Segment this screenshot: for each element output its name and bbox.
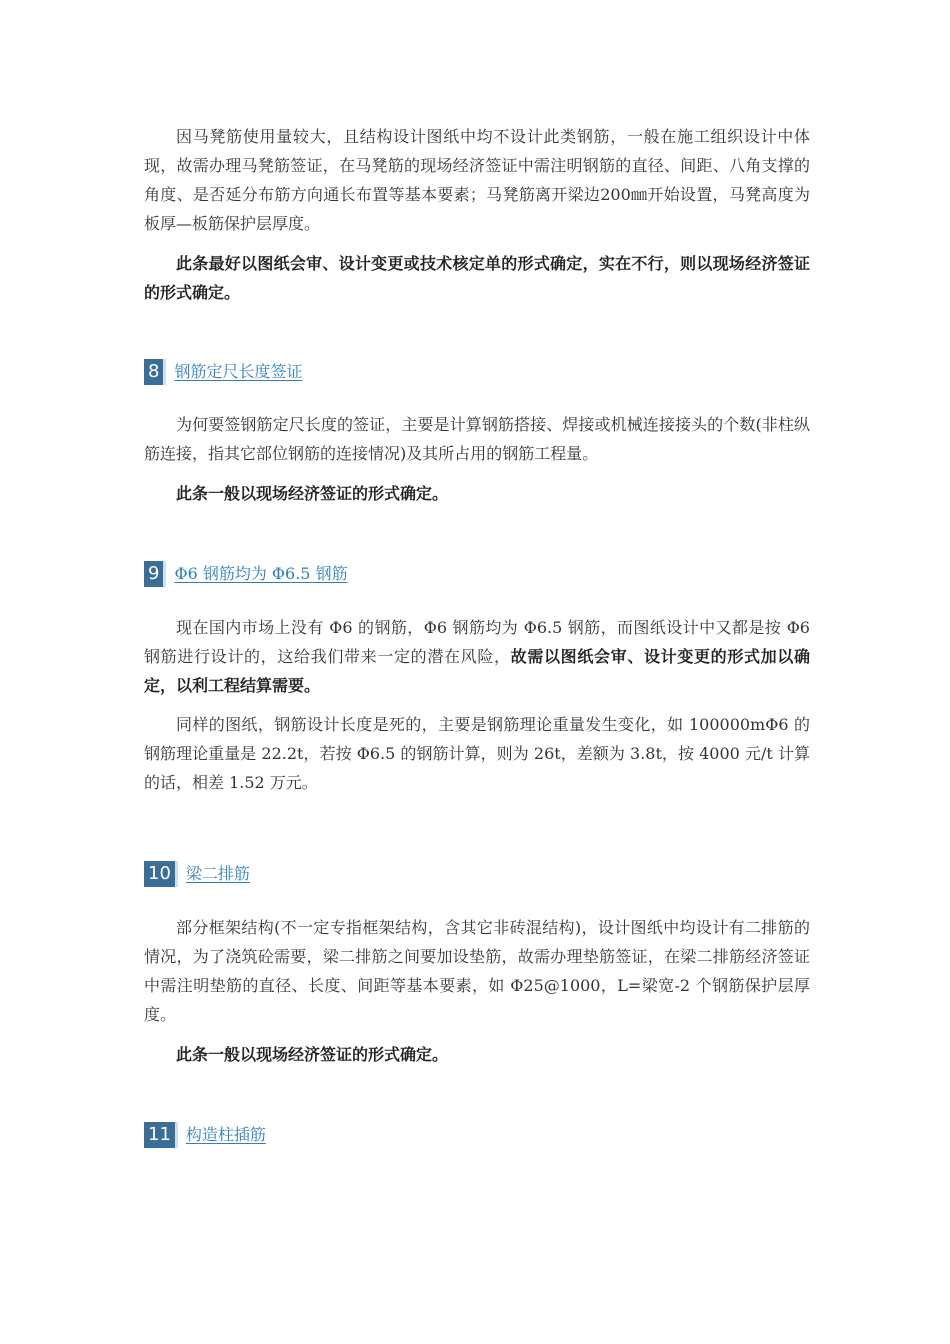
section7-paragraph: 因马凳筋使用量较大，且结构设计图纸中均不设计此类钢筋，一般在施工组织设计中体现，故需办理马凳筋签证，在马凳筋的现场经济签证中需注明钢筋的直径、间距、八角支撑的角度、是否延分布筋方向通长布置等基本要素；马凳筋离开梁边200㎜开始设置，马凳高度为板厚—板筋保护层厚度。 xyxy=(144,127,810,233)
section9-paragraph xyxy=(144,613,810,700)
section-number-badge: 9 xyxy=(144,561,166,587)
section10-title-link[interactable]: 梁二排筋 xyxy=(185,864,250,883)
section10-paragraph: 部分框架结构(不一定专指框架结构，含其它非砖混结构)，设计图纸中均设计有二排筋的情况，为了浇筑砼需要，梁二排筋之间要加设垫筋，故需办理垫筋签证，在梁二排筋经济签证中需注明垫筋的直径、长度、间距等基本要素，如 Φ25@1000，L=梁宽-2 个钢筋保护层厚度。 xyxy=(144,918,810,1024)
section8-paragraph: 为何要签钢筋定尺长度的签证，主要是计算钢筋搭接、焊接或机械连接接头的个数(非柱纵筋连接，指其它部位钢筋的连接情况)及其所占用的钢筋工程量。 xyxy=(144,415,810,463)
section9-paragraph-text: 现在国内市场上没有 Φ6 的钢筋，Φ6 钢筋均为 Φ6.5 钢筋，而图纸设计中又都是按 Φ6 钢筋进行设计的，这给我们带来一定的潜在风险， xyxy=(144,618,810,666)
section-number-badge: 11 xyxy=(144,1122,178,1148)
section8-title-link[interactable]: 钢筋定尺长度签证 xyxy=(174,362,303,381)
section11-title-link[interactable]: 构造柱插筋 xyxy=(185,1125,266,1144)
section10-heading xyxy=(144,860,250,888)
section9-paragraph-emphasis: 故需以图纸会审、设计变更的形式加以确定，以利工程结算需要。 xyxy=(144,647,810,695)
section10-conclusion: 此条一般以现场经济签证的形式确定。 xyxy=(176,1045,449,1064)
section7-conclusion: 此条最好以图纸会审、设计变更或技术核定单的形式确定，实在不行，则以现场经济签证的形式确定。 xyxy=(144,254,810,302)
section8-conclusion: 此条一般以现场经济签证的形式确定。 xyxy=(176,484,449,503)
section9-example: 同样的图纸，钢筋设计长度是死的，主要是钢筋理论重量发生变化，如 100000mΦ6 的钢筋理论重量是 22.2t，若按 Φ6.5 的钢筋计算，则为 26t，差额为 3.8t，按 4000 元/t 计算的话，相差 1.52 万元。 xyxy=(144,715,810,792)
section9-title-link[interactable]: Φ6 钢筋均为 Φ6.5 钢筋 xyxy=(174,564,348,583)
section8-heading xyxy=(144,358,302,386)
section11-heading xyxy=(144,1121,266,1149)
section9-heading xyxy=(144,560,348,588)
section-number-badge: 8 xyxy=(144,359,166,385)
section-number-badge: 10 xyxy=(144,861,178,887)
